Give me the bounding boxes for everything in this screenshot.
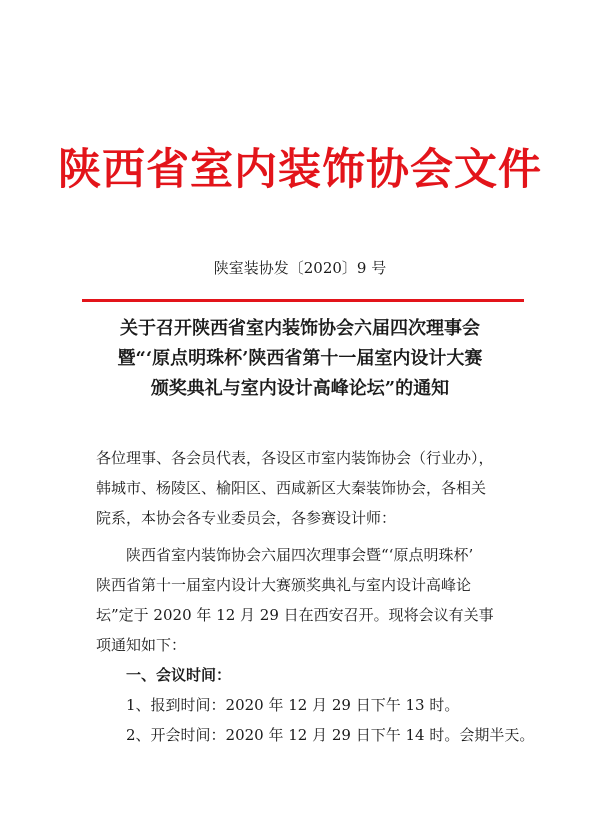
notice-title-line: 关于召开陕西省室内装饰协会六届四次理事会 — [120, 318, 480, 339]
header-divider — [82, 299, 524, 302]
intro-line: 陕西省第十一届室内设计大赛颁奖典礼与室内设计高峰论 — [96, 576, 472, 594]
document-number: 陕室装协发〔2020〕9 号 — [213, 259, 387, 277]
section-item: 2、开会时间：2020 年 12 月 29 日下午 14 时。会期半天。 — [126, 726, 535, 744]
salutation-line: 韩城市、杨陵区、榆阳区、西咸新区大秦装饰协会，各相关 — [96, 479, 487, 497]
intro-line: 项通知如下： — [96, 636, 187, 654]
body-content — [96, 540, 535, 750]
section-item: 1、报到时间：2020 年 12 月 29 日下午 13 时。 — [126, 696, 460, 714]
section-heading: 一、会议时间： — [126, 666, 232, 684]
salutation-line: 院系，本协会各专业委员会，各参赛设计师： — [96, 509, 397, 527]
salutation-line: 各位理事、各会员代表，各设区市室内装饰协会（行业办）， — [96, 449, 494, 467]
document-header-title: 陕西省室内装饰协会文件 — [58, 145, 542, 195]
notice-title — [80, 314, 520, 404]
salutation — [96, 443, 516, 533]
notice-title-line: 暨“‘原点明珠杯’陕西省第十一届室内设计大赛 — [117, 348, 483, 369]
intro-line: 陕西省室内装饰协会六届四次理事会暨“‘原点明珠杯’ — [126, 546, 474, 564]
intro-line: 坛”定于 2020 年 12 月 29 日在西安召开。现将会议有关事 — [96, 606, 494, 624]
notice-title-line: 颁奖典礼与室内设计高峰论坛”的通知 — [150, 378, 450, 399]
